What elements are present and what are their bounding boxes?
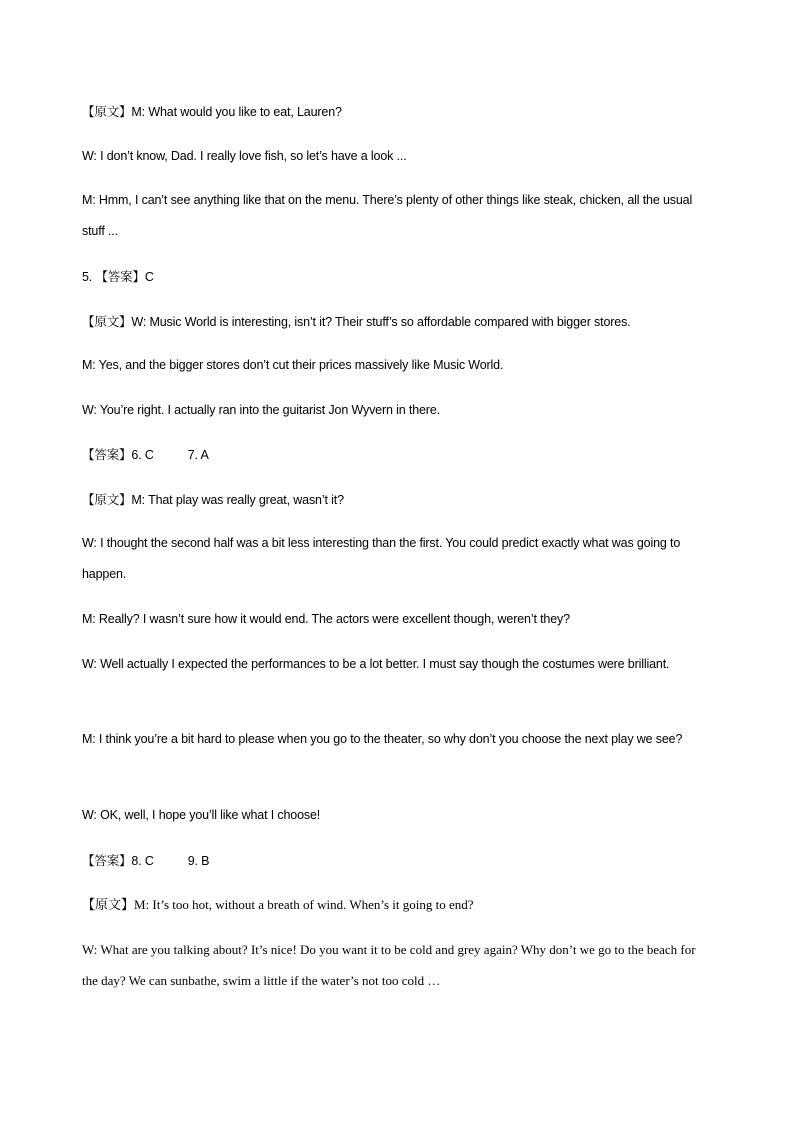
transcript-line-12 [82, 800, 714, 831]
transcript-line-6 [82, 395, 714, 426]
transcript-line-10 [82, 649, 714, 680]
line-text: M: What would you like to eat, Lauren? [131, 105, 342, 119]
transcript-line-8 [82, 528, 714, 590]
answer-value: 6. C [131, 448, 154, 462]
line-text: W: You’re right. I actually ran into the guitarist Jon Wyvern in there. [82, 403, 440, 417]
original-label: 【原文】 [82, 104, 132, 119]
line-text: W: What are you talking about? It’s nice! Do you want it to be cold and grey again? Why don’t we go to the beach for the day? We can sunbathe, swim a little if the water’s not too cold … [82, 942, 696, 988]
line-text: M: Hmm, I can’t see anything like that on the menu. There’s plenty of other things like steak, chicken, all the usual stuff ... [82, 193, 693, 238]
original-label: 【原文】 [82, 898, 135, 913]
answer-value: 7. A [187, 448, 209, 462]
answer-label: 【答案】 [95, 269, 145, 284]
transcript-line-5 [82, 350, 714, 381]
transcript-line-4 [82, 306, 714, 338]
line-text: W: I don’t know, Dad. I really love fish, so let’s have a look ... [82, 149, 407, 163]
line-text: W: Music World is interesting, isn’t it? Their stuff’s so affordable compared with bigger stores. [131, 315, 631, 329]
answer-line-6-7 [82, 439, 714, 471]
line-text: M: Really? I wasn’t sure how it would end. The actors were excellent though, weren’t they? [82, 612, 570, 626]
answer-label: 【答案】 [82, 447, 132, 462]
transcript-line-2 [82, 141, 714, 172]
answer-value: 9. B [187, 854, 210, 868]
original-label: 【原文】 [82, 492, 132, 507]
original-label: 【原文】 [82, 314, 132, 329]
line-text: M: I think you’re a bit hard to please when you go to the theater, so why don’t you choose the next play we see? [82, 732, 683, 746]
transcript-line-13 [82, 889, 714, 921]
answer-label: 【答案】 [82, 853, 132, 868]
answer-value: C [144, 270, 154, 284]
transcript-line-7 [82, 484, 714, 516]
line-text: M: Yes, and the bigger stores don’t cut their prices massively like Music World. [82, 358, 504, 372]
line-text: W: OK, well, I hope you’ll like what I choose! [82, 808, 321, 822]
transcript-line-9 [82, 604, 714, 635]
line-text: W: I thought the second half was a bit less interesting than the first. You could predict exactly what was going to happen. [82, 536, 681, 581]
answer-value: 8. C [131, 854, 154, 868]
question-number: 5. [82, 270, 93, 284]
answer-line-5 [82, 261, 714, 293]
line-text: W: Well actually I expected the performances to be a lot better. I must say though the costumes were brilliant. [82, 657, 670, 671]
line-text: M: It’s too hot, without a breath of wind. When’s it going to end? [134, 897, 474, 912]
transcript-line-14 [82, 934, 714, 996]
transcript-line-1 [82, 96, 714, 128]
transcript-line-11 [82, 724, 714, 755]
transcript-line-3 [82, 185, 714, 247]
line-text: M: That play was really great, wasn’t it? [131, 493, 344, 507]
answer-line-8-9 [82, 845, 714, 877]
